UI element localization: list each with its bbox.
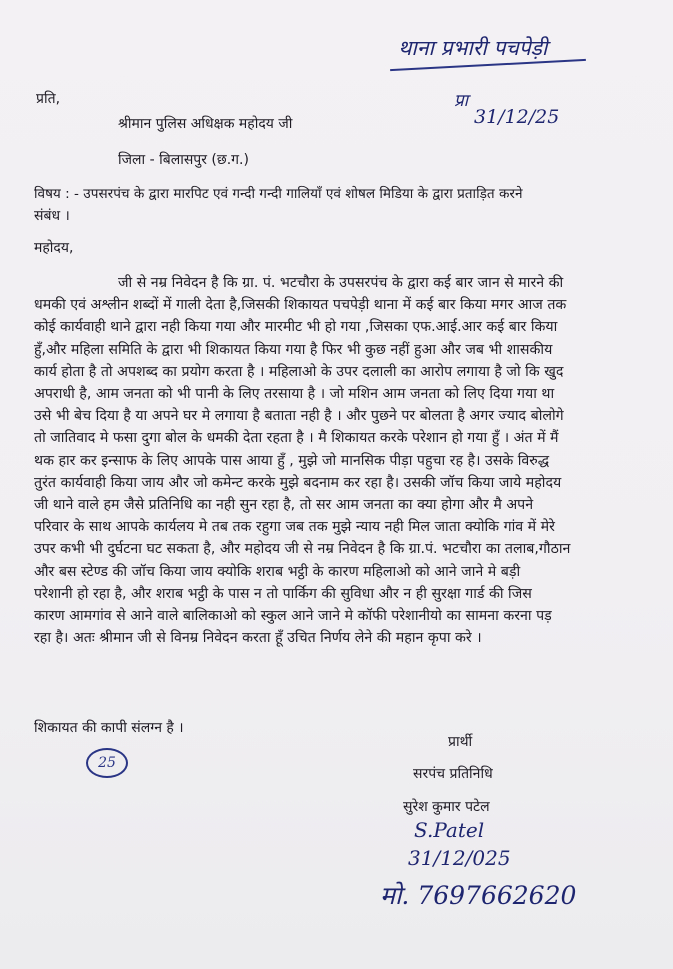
recipient-line: श्रीमान पुलिस अधिक्षक महोदय जी bbox=[118, 116, 293, 132]
body-line: उसे भी बेच दिया है या अपने घर मे लगाया है बताता नही है । और पुछने पर बोलता है अगर ज्याद बोलोगे bbox=[34, 408, 564, 425]
attachment-note: शिकायत की कापी संलग्न है । bbox=[34, 720, 184, 736]
signature-date: 31/12/025 bbox=[408, 846, 511, 870]
subject-line-2: संबंध । bbox=[34, 208, 70, 224]
endorsement-date: 31/12/25 bbox=[474, 106, 560, 128]
prati-label: प्रति, bbox=[36, 91, 61, 107]
body-line: जी थाने वाले हम जैसे प्रतिनिधि का नही सुन रहा है, तो सर आम जनता का क्या होगा और मै अपने bbox=[34, 497, 534, 514]
body-line: और बस स्टेण्ड की जॉच किया जाय क्योकि शराब भट्ठी के कारण महिलाओ को आने जाने मे बड़ी bbox=[34, 563, 521, 580]
body-line: परिवार के साथ आपके कार्यलय मे तब तक रहुगा जब तक मुझे न्याय नही मिल जाता क्योकि गांव में मेरे bbox=[34, 519, 555, 536]
body-line: रहा है। अतः श्रीमान जी से विनम्र निवेदन करता हूँ उचित निर्णय लेने की महान कृपा करे । bbox=[34, 630, 482, 647]
subject-line-1: विषय : - उपसरपंच के द्वारा मारपिट एवं गन्दी गन्दी गालियाँ एवं शोषल मिडिया के द्वारा प्रताड़ित करने bbox=[34, 186, 523, 202]
body-line: धमकी एवं अश्लीन शब्दों में गाली देता है,जिसकी शिकायत पचपेड़ी थाना में कई बार किया मगर आज तक bbox=[34, 297, 567, 314]
body-line: उपर कभी भी दुर्घटना घट सकता है, और महोदय जी से नम्र निवेदन है कि ग्रा.पं. भटचौरा का तलाब,गौठान bbox=[34, 541, 571, 558]
body-line: हुँ,और महिला समिति के द्वारा भी शिकायत किया गया है फिर भी कुछ नहीं हुआ और जब भी शासकीय bbox=[34, 341, 553, 358]
body-line: जी से नम्र निवेदन है कि ग्रा. पं. भटचौरा के उपसरपंच के द्वारा कई बार जान से मारने की bbox=[118, 275, 564, 291]
salutation: महोदय, bbox=[34, 240, 74, 256]
body-line: कार्य होता है तो अपशब्द का प्रयोग करता है । महिलाओ के उपर दलाली का आरोप लगाया है जो कि खुद bbox=[34, 363, 564, 380]
handwritten-signature: S.Patel bbox=[414, 818, 485, 842]
body-line: परेशानी हो रहा है, और शराब भट्ठी के पास न तो पार्किग की सुविधा और न ही सुरक्षा गार्ड की जिस bbox=[34, 585, 532, 602]
applicant-name: सुरेश कुमार पटेल bbox=[403, 799, 490, 815]
body-line: तुरंत कार्यवाही किया जाय और जो कमेन्ट करके मुझे बदनाम कर रहा है। उसकी जॉच किया जाये महोदय bbox=[34, 474, 562, 491]
district-line: जिला - बिलासपुर (छ.ग.) bbox=[118, 152, 249, 168]
mobile-number: मो. 7697662620 bbox=[380, 881, 577, 910]
body-line: कोई कार्यवाही थाने द्वारा नही किया गया और मारमीट भी हो गया ,जिसका एफ.आई.आर कई बार किया bbox=[34, 319, 558, 336]
station-officer-endorsement: थाना प्रभारी पचपेड़ी bbox=[398, 36, 548, 60]
circled-number: 25 bbox=[86, 748, 128, 778]
body-line: कारण आमगांव से आने वाले बालिकाओ को स्कुल आने जाने मे कॉफी परेशानीयो का सामना करना पड़ bbox=[34, 608, 552, 625]
designation: सरपंच प्रतिनिधि bbox=[413, 766, 493, 782]
body-line: अपराधी है, आम जनता को भी पानी के लिए तरसाया है । जो मशिन आम जनता को लिए दिया गया था bbox=[34, 386, 555, 403]
applicant-label: प्रार्थी bbox=[448, 734, 473, 750]
body-line: तो जातिवाद मे फसा दुगा बोल के धमकी देता रहता है । मै शिकायत करके परेशान हो गया हुँ । अंत में मैं bbox=[34, 430, 559, 447]
letter-body bbox=[34, 272, 650, 649]
body-line: थक हार कर इन्साफ के लिए आपके पास आया हुँ , मुझे जो मानसिक पीड़ा पहुचा रह है। उसके विरुद्ध bbox=[34, 452, 550, 469]
endorsement-initials: प्रा bbox=[454, 91, 469, 111]
